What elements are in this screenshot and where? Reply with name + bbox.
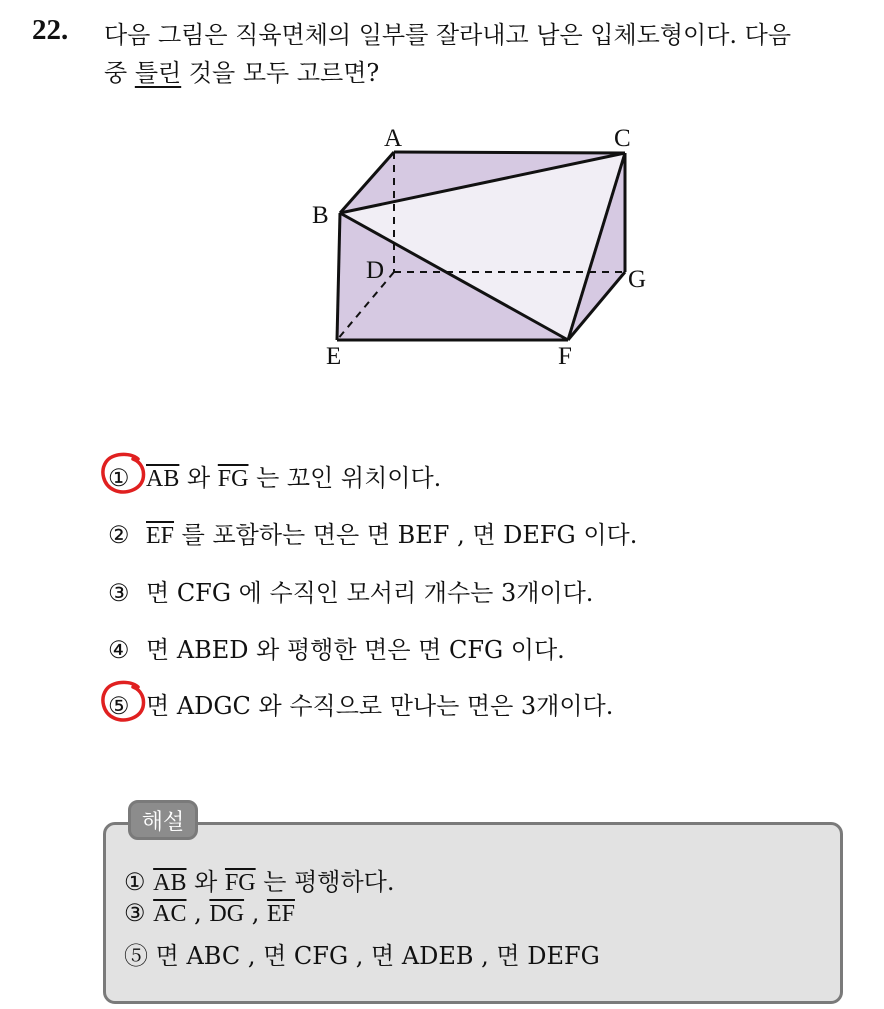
choice-2[interactable] (108, 515, 637, 550)
choice-1[interactable] (108, 458, 441, 493)
solution-segment-DG: $\overline{DG}$ (209, 901, 245, 927)
solution-line-5 (124, 936, 600, 971)
choice-3-number: ③ (108, 579, 130, 607)
vertex-label-B: B (312, 202, 329, 229)
choice-5-number: ⑤ (108, 692, 130, 720)
segment-EF: $\overline{EF}$ (146, 523, 175, 549)
choice-2-number: ② (108, 521, 130, 549)
solution-tab: 해설 (128, 800, 198, 840)
solution-segment-EF: $\overline{EF}$ (266, 901, 295, 927)
solution-line-5-number: ⑤ (124, 942, 148, 970)
segment-FG: $\overline{FG}$ (217, 466, 249, 492)
choice-1-text-b: 는 꼬인 위치이다. (248, 464, 442, 492)
choice-2-text: 를 포함하는 면은 면 BEF , 면 DEFG 이다. (174, 521, 638, 549)
vertex-label-A: A (384, 125, 403, 152)
solution-line-1 (124, 862, 394, 897)
choice-3[interactable] (108, 573, 593, 608)
solution-segment-AC: $\overline{AC}$ (153, 901, 187, 927)
answer-mark-circle-1 (98, 450, 150, 496)
solution-line-3-sep1: , (186, 899, 210, 927)
question-text-pre: 중 (104, 59, 135, 87)
solution-segment-AB: $\overline{AB}$ (153, 870, 187, 896)
question-text-post: 것을 모두 고르면? (181, 59, 380, 87)
solid-figure (0, 0, 884, 420)
solution-line-3 (124, 899, 295, 928)
solution-line-1-text-b: 는 평행하다. (255, 868, 395, 896)
solution-segment-FG: $\overline{FG}$ (224, 870, 256, 896)
solution-line-5-text: 면 ABC , 면 CFG , 면 ADEB , 면 DEFG (155, 942, 600, 970)
vertex-label-D: D (366, 257, 385, 284)
question-number: 22. (32, 14, 69, 46)
edge-AC (394, 152, 625, 153)
vertex-label-G: G (628, 266, 647, 293)
solution-line-3-number: ③ (124, 899, 146, 927)
segment-AB: $\overline{AB}$ (146, 466, 180, 492)
choice-5[interactable] (108, 686, 613, 721)
question-text-line1: 다음 그림은 직육면체의 일부를 잘라내고 남은 입체도형이다. 다음 (104, 21, 791, 49)
solution-line-1-text-a: 와 (186, 868, 225, 896)
solution-line-1-number: ① (124, 868, 146, 896)
vertex-label-E: E (326, 343, 342, 370)
answer-mark-circle-5 (98, 678, 150, 724)
choice-1-text-a: 와 (179, 464, 218, 492)
choice-5-text: 면 ADGC 와 수직으로 만나는 면은 3개이다. (146, 692, 614, 720)
solution-line-3-sep2: , (244, 899, 267, 927)
choice-3-text: 면 CFG 에 수직인 모서리 개수는 3개이다. (146, 579, 594, 607)
vertex-label-F: F (558, 343, 572, 370)
choice-4-text: 면 ABED 와 평행한 면은 면 CFG 이다. (146, 636, 565, 664)
choice-4[interactable] (108, 630, 565, 665)
vertex-label-C: C (614, 125, 631, 152)
choice-1-number: ① (108, 464, 130, 492)
choice-4-number: ④ (108, 636, 130, 664)
underlined-word: 틀린 (134, 59, 182, 87)
